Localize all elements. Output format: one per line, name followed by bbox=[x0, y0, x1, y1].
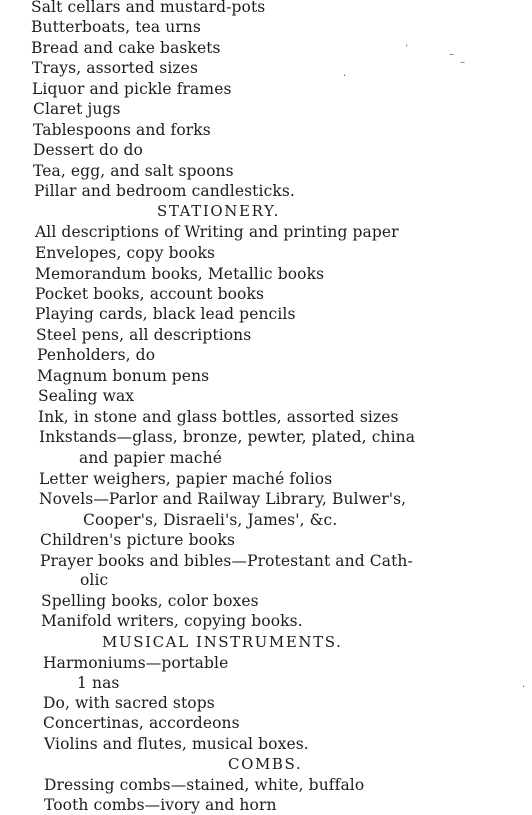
item-line: Tea, egg, and salt spoons bbox=[33, 162, 234, 180]
item-line: Prayer books and bibles—Protestant and Cath- bbox=[40, 552, 413, 570]
item-line: Playing cards, black lead pencils bbox=[35, 305, 296, 323]
item-line: Tooth combs—ivory and horn bbox=[44, 796, 277, 814]
item-line: Children's picture books bbox=[40, 531, 235, 549]
item-line-continued: and papier maché bbox=[79, 449, 222, 467]
item-line: Tablespoons and forks bbox=[33, 121, 211, 139]
item-line: Butterboats, tea urns bbox=[31, 18, 201, 36]
item-line: Dessert do do bbox=[33, 141, 143, 159]
item-line-continued: 1 nas bbox=[77, 674, 120, 692]
item-line: Ink, in stone and glass bottles, assorted sizes bbox=[38, 408, 399, 426]
print-speck: · bbox=[405, 41, 409, 52]
item-line: All descriptions of Writing and printing paper bbox=[35, 223, 399, 241]
item-line-continued: Cooper's, Disraeli's, James', &c. bbox=[83, 511, 338, 529]
item-line: Spelling books, color boxes bbox=[41, 592, 259, 610]
item-line: Envelopes, copy books bbox=[35, 244, 216, 262]
item-line: Steel pens, all descriptions bbox=[36, 326, 252, 344]
print-speck: · bbox=[522, 682, 526, 693]
item-line: Violins and flutes, musical boxes. bbox=[44, 735, 309, 753]
item-line: Magnum bonum pens bbox=[37, 367, 210, 385]
item-line: Claret jugs bbox=[33, 100, 121, 118]
item-line: Salt cellars and mustard-pots bbox=[31, 0, 266, 16]
item-line: Trays, assorted sizes bbox=[32, 59, 199, 77]
section-heading-stationery: STATIONERY. bbox=[157, 202, 280, 220]
print-speck: · bbox=[343, 71, 347, 82]
print-speck: – bbox=[460, 57, 465, 68]
item-line: Do, with sacred stops bbox=[43, 694, 215, 712]
item-line: Letter weighers, papier maché folios bbox=[39, 470, 333, 488]
item-line: Liquor and pickle frames bbox=[32, 80, 232, 98]
item-line: Inkstands—glass, bronze, pewter, plated, china bbox=[39, 428, 416, 446]
item-line: Concertinas, accordeons bbox=[43, 714, 240, 732]
print-speck: – bbox=[449, 49, 454, 60]
section-heading-combs: COMBS. bbox=[228, 755, 303, 773]
item-line: Pillar and bedroom candlesticks. bbox=[34, 182, 295, 200]
section-heading-musical-instruments: MUSICAL INSTRUMENTS. bbox=[102, 633, 343, 651]
item-line: Harmoniums—portable bbox=[43, 654, 229, 672]
item-line: Pocket books, account books bbox=[35, 285, 265, 303]
item-line: Memorandum books, Metallic books bbox=[35, 265, 325, 283]
item-line: Bread and cake baskets bbox=[31, 39, 221, 57]
item-line: Novels—Parlor and Railway Library, Bulwer's, bbox=[39, 490, 407, 508]
item-line: Sealing wax bbox=[38, 387, 135, 405]
item-line: Penholders, do bbox=[37, 346, 156, 364]
item-line: Dressing combs—stained, white, buffalo bbox=[44, 776, 365, 794]
item-line: Manifold writers, copying books. bbox=[41, 612, 303, 630]
item-line-continued: olic bbox=[80, 571, 109, 589]
